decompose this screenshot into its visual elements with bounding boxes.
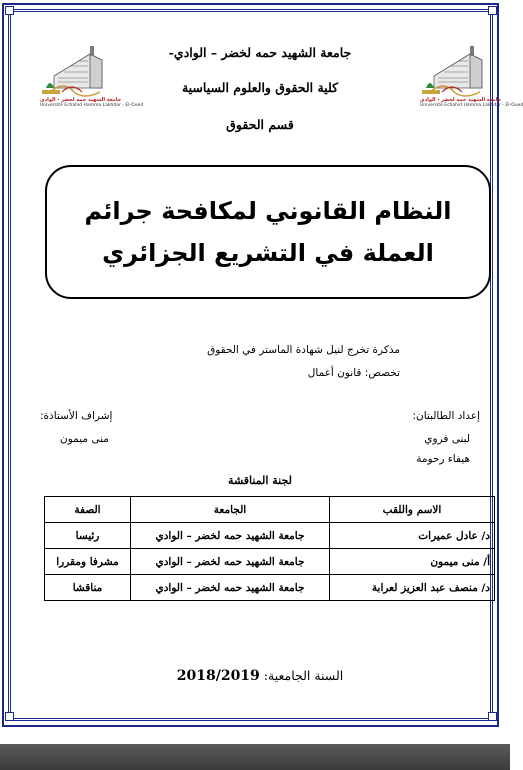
student-name-2: هيفاء رحومة (416, 453, 470, 465)
frame-corner (5, 712, 14, 721)
academic-year-value: 2018/2019 (176, 668, 260, 684)
table-row (45, 523, 495, 549)
thesis-title-line-2: العملة في التشريع الجزائري (102, 239, 434, 267)
logo-caption-french: Université Echahid Hamma Lakhdar - El-Oued (40, 103, 144, 108)
column-header-name: الاسم واللقب (330, 497, 495, 523)
member-role: مشرفا ومقررا (45, 549, 131, 575)
committee-table (44, 496, 495, 601)
thesis-title-line-1: النظام القانوني لمكافحة جرائم (84, 197, 452, 225)
department-name: قسم الحقوق (226, 117, 294, 132)
students-label: إعداد الطالبتان: (412, 410, 480, 422)
column-header-role: الصفة (45, 497, 131, 523)
thesis-specialty: تخصص: قانون أعمال (307, 367, 400, 379)
member-university: جامعة الشهيد حمه لخضر – الوادي (131, 523, 330, 549)
university-name: جامعة الشهيد حمه لخضر – الوادي- (168, 45, 352, 60)
university-building-icon (420, 36, 490, 98)
member-name: أ/ منى ميمون (330, 549, 495, 575)
academic-year (140, 668, 380, 684)
frame-corner (488, 712, 497, 721)
thesis-purpose: مذكرة تخرج لنيل شهادة الماستر في الحقوق (207, 344, 400, 356)
faculty-name: كلية الحقوق والعلوم السياسية (181, 80, 339, 95)
member-name: د/ عادل عميرات (330, 523, 495, 549)
member-university: جامعة الشهيد حمه لخضر – الوادي (131, 549, 330, 575)
logo-caption-french: Université Echahid Hamma Lakhdar - El-Oued (420, 103, 523, 108)
viewer-bottom-bar (0, 744, 510, 770)
thesis-title-box (45, 165, 491, 299)
university-logo-right (420, 36, 523, 116)
member-name: د/ منصف عبد العزيز لعرابة (330, 575, 495, 601)
frame-corner (488, 6, 497, 15)
table-header-row (45, 497, 495, 523)
university-building-icon (40, 36, 110, 98)
member-university: جامعة الشهيد حمه لخضر – الوادي (131, 575, 330, 601)
committee-heading: لجنة المناقشة (228, 474, 292, 487)
member-role: مناقشا (45, 575, 131, 601)
column-header-university: الجامعة (131, 497, 330, 523)
frame-corner (5, 6, 14, 15)
table-row (45, 575, 495, 601)
university-logo-left (40, 36, 144, 116)
supervisor-name: منى ميمون (60, 433, 109, 445)
supervisor-label: إشراف الأستاذة: (40, 410, 113, 422)
table-row (45, 549, 495, 575)
member-role: رئيسا (45, 523, 131, 549)
logo-caption-arabic: جامعة الشهيد حمه لخضر - الوادي (40, 97, 122, 103)
logo-caption-arabic: جامعة الشهيد حمه لخضر - الوادي (420, 97, 502, 103)
academic-year-label: السنة الجامعية: (263, 668, 344, 683)
student-name-1: لبنى فروي (424, 433, 470, 445)
